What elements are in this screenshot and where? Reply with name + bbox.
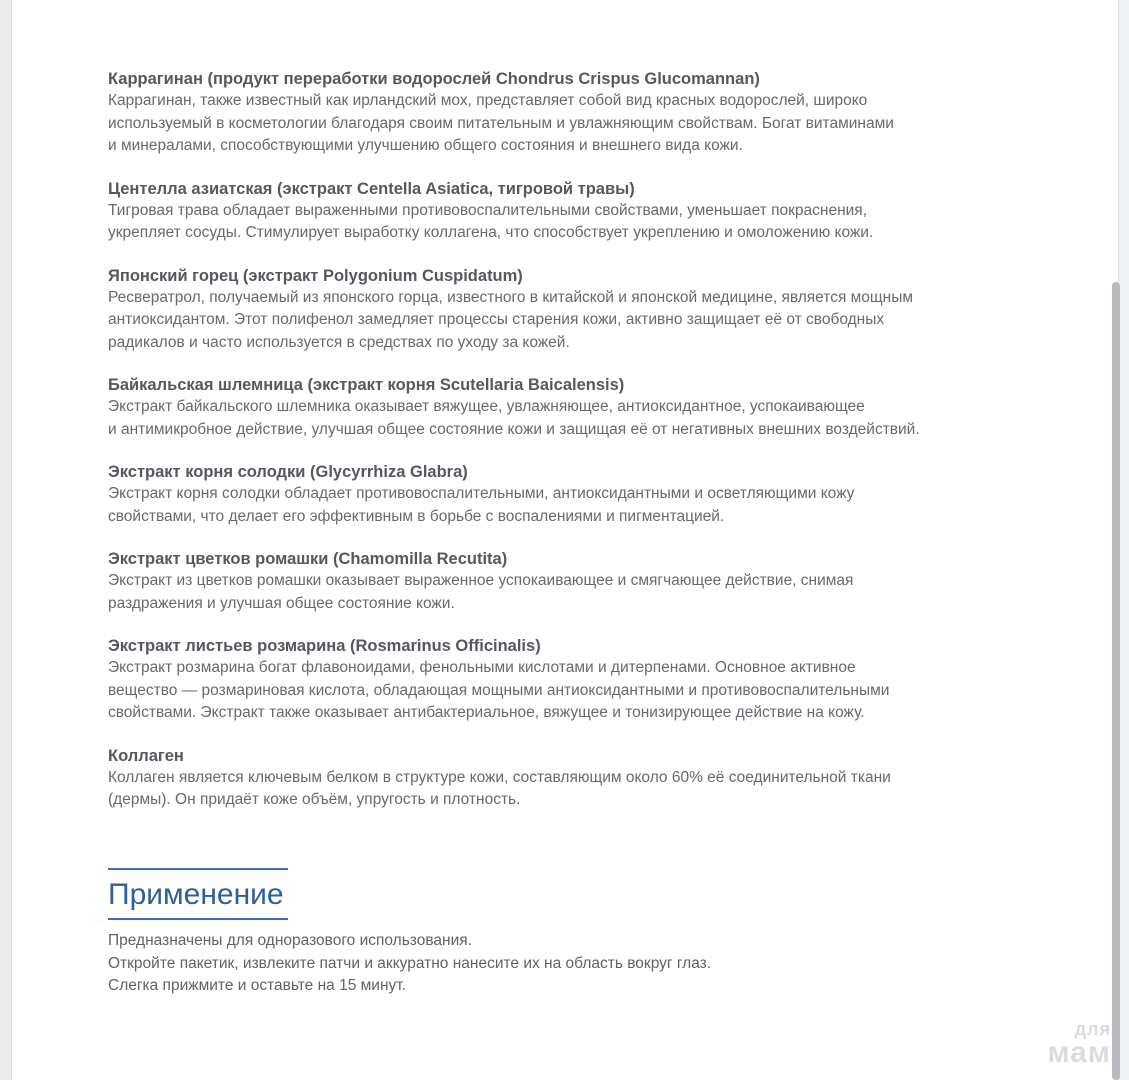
ingredient-description	[108, 657, 998, 725]
text-line: Тигровая трава обладает выраженными противовоспалительными свойствами, уменьшает покраснения,	[108, 201, 868, 219]
ingredient-section	[108, 635, 998, 725]
ingredient-title: Центелла азиатская (экстракт Centella Asiatica, тигровой травы)	[108, 179, 635, 198]
text-line: (дермы). Он придаёт коже объём, упругость и плотность.	[108, 791, 521, 808]
ingredient-title: Экстракт листьев розмарина (Rosmarinus Officinalis)	[108, 637, 541, 655]
ingredient-description	[108, 287, 998, 355]
usage-section	[108, 868, 711, 998]
ingredient-title: Коллаген	[108, 746, 184, 765]
text-line: используемый в косметологии благодаря своим питательным и увлажняющим свойствам. Богат витаминами	[108, 114, 894, 132]
text-line: антиоксидантом. Этот полифенол замедляет процессы старения кожи, активно защищает её от свободных	[108, 311, 885, 328]
text-line: Экстракт байкальского шлемника оказывает вяжущее, увлажняющее, антиоксидантное, успокаивающее	[108, 398, 865, 415]
ingredient-description	[108, 200, 998, 245]
ingredient-title: Каррагинан (продукт переработки водорослей Chondrus Crispus Glucomannan)	[108, 70, 760, 88]
text-line: Ресвератрол, получаемый из японского горца, известного в китайской и японской медицине, является мощным	[108, 288, 914, 306]
usage-heading: Применение	[108, 878, 284, 911]
ingredient-section	[108, 548, 998, 615]
scrollbar-thumb[interactable]	[1112, 282, 1120, 1080]
usage-line: Откройте пакетик, извлеките патчи и аккуратно нанесите их на область вокруг глаз.	[108, 954, 712, 972]
ingredient-description	[108, 396, 998, 441]
text-line: и минералами, способствующими улучшению общего состояния и внешнего вида кожи.	[108, 137, 743, 154]
ingredients-list	[108, 68, 998, 832]
ingredient-section	[108, 265, 998, 355]
watermark-line: для	[1074, 1019, 1111, 1039]
usage-line: Слегка прижмите и оставьте на 15 минут.	[108, 977, 406, 994]
watermark-logo	[1047, 1020, 1111, 1068]
text-line: и антимикробное действие, улучшая общее состояние кожи и защищая её от негативных внешних воздействий.	[108, 420, 920, 438]
left-frame	[0, 0, 12, 1080]
text-line: раздражения и улучшая общее состояние кожи.	[108, 594, 455, 612]
text-line: Каррагинан, также известный как ирландский мох, представляет собой вид красных водорослей, широко	[108, 92, 868, 109]
watermark-line: мам	[1047, 1036, 1111, 1069]
text-line: Экстракт из цветков ромашки оказывает выраженное успокаивающее и смягчающее действие, снимая	[108, 572, 854, 589]
text-line: свойствами, что делает его эффективным в борьбе с воспалениями и пигментацией.	[108, 507, 725, 525]
ingredient-description	[108, 767, 998, 812]
text-line: свойствами. Экстракт также оказывает антибактериальное, вяжущее и тонизирующее действие на кожу.	[108, 704, 865, 721]
heading-divider-bottom	[108, 918, 288, 920]
text-line: Коллаген является ключевым белком в структуре кожи, составляющим около 60% её соединительной ткани	[108, 768, 891, 786]
ingredient-description	[108, 483, 998, 528]
ingredient-section	[108, 461, 998, 528]
ingredient-title: Экстракт цветков ромашки (Chamomilla Recutita)	[108, 550, 508, 568]
ingredient-section	[108, 68, 998, 158]
text-line: радикалов и часто используется в средствах по уходу за кожей.	[108, 333, 570, 351]
ingredient-section	[108, 745, 998, 812]
ingredient-section	[108, 374, 998, 441]
ingredient-title: Экстракт корня солодки (Glycyrrhiza Glabra)	[108, 463, 468, 481]
text-line: вещество — розмариновая кислота, обладающая мощными антиоксидантными и противовоспалительными	[108, 681, 890, 699]
ingredient-title: Байкальская шлемница (экстракт корня Scutellaria Baicalensis)	[108, 376, 625, 394]
text-line: Экстракт розмарина богат флавоноидами, фенольными кислотами и дитерпенами. Основное активное	[108, 659, 856, 676]
heading-divider-top	[108, 868, 288, 870]
usage-line: Предназначены для одноразового использования.	[108, 932, 472, 949]
ingredient-description	[108, 90, 998, 158]
text-line: укрепляет сосуды. Стимулирует выработку коллагена, что способствует укреплению и омоложению кожи.	[108, 224, 874, 241]
text-line: Экстракт корня солодки обладает противовоспалительными, антиоксидантными и осветляющими кожу	[108, 485, 855, 502]
usage-instructions	[108, 930, 711, 998]
ingredient-section	[108, 178, 998, 245]
ingredient-description	[108, 570, 998, 615]
ingredient-title: Японский горец (экстракт Polygonium Cuspidatum)	[108, 266, 523, 285]
